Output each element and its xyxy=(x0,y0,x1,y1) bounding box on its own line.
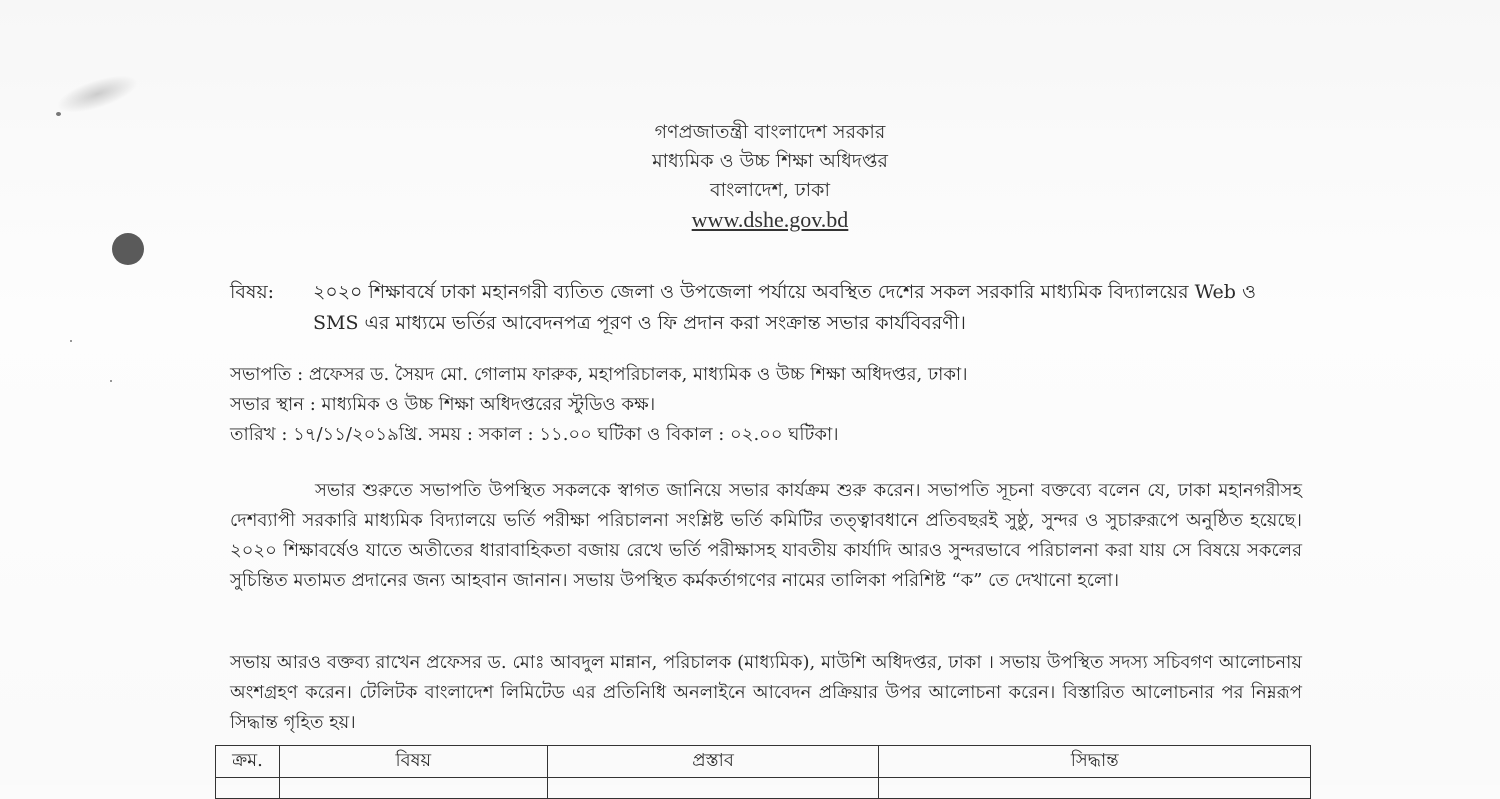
website-link[interactable]: www.dshe.gov.bd xyxy=(691,207,849,232)
table-cell xyxy=(216,778,280,799)
table-cell xyxy=(879,778,1311,799)
column-header-subject: বিষয় xyxy=(279,746,547,778)
paper-smudge xyxy=(53,68,142,121)
venue-line: সভার স্থান : মাধ্যমিক ও উচ্চ শিক্ষা অধিদপ্তরের স্টুডিও কক্ষ। xyxy=(230,394,656,415)
discussion-paragraph: সভায় আরও বক্তব্য রাখেন প্রফেসর ড. মোঃ আবদুল মান্নান, পরিচালক (মাধ্যমিক), মাউশি অধিদপ্তর, ঢাকা । সভায় উপস্থিত সদস্য সচিবগণ আলোচনায় অংশগ্রহণ করেন। টেলিটক বাংলাদেশ লিমিটেড এর প্রতিনিধি অনলাইনে আবেদন প্রক্রিয়ার উপর আলোচনা করেন। বিস্তারিত আলোচনার পর নিম্নরূপ সিদ্ধান্ত গৃহিত হয়। xyxy=(230,652,1302,733)
subject-text: ২০২০ শিক্ষাবর্ষে ঢাকা মহানগরী ব্যতিত জেলা ও উপজেলা পর্যায়ে অবস্থিত দেশের সকল সরকারি মাধ্যমিক বিদ্যালয়ের Web ও SMS এর মাধ্যমে ভর্তির আবেদনপত্র পূরণ ও ফি প্রদান করা সংক্রান্ত সভার কার্যবিবরণী। xyxy=(313,281,1256,334)
directorate-title: মাধ্যমিক ও উচ্চ শিক্ষা অধিদপ্তর xyxy=(652,150,888,172)
subject-label: বিষয়: xyxy=(230,281,275,303)
paper-speck xyxy=(110,380,112,382)
table-cell xyxy=(279,778,547,799)
meeting-meta xyxy=(230,360,1300,450)
opening-paragraph: সভার শুরুতে সভাপতি উপস্থিত সকলকে স্বাগত জানিয়ে সভার কার্যক্রম শুরু করেন। সভাপতি সূচনা বক্তব্যে বলেন যে, ঢাকা মহানগরীসহ দেশব্যাপী সরকারি মাধ্যমিক বিদ্যালয়ে ভর্তি পরীক্ষা পরিচালনা সংশ্লিষ্ট ভর্তি কমিটির তত্ত্বাবধানে প্রতিবছরই সুষ্ঠু, সুন্দর ও সুচারুরূপে অনুষ্ঠিত হয়েছে। ২০২০ শিক্ষাবর্ষেও যাতে অতীতের ধারাবাহিকতা বজায় রেখে ভর্তি পরীক্ষাসহ যাবতীয় কার্যাদি আরও সুন্দরভাবে পরিচালনা করা যায় সে বিষয়ে সকলের সুচিন্তিত মতামত প্রদানের জন্য আহবান জানান। সভায় উপস্থিত কর্মকর্তাগণের নামের তালিকা পরিশিষ্ট “ক” তে দেখানো হলো। xyxy=(230,480,1302,591)
table-row xyxy=(216,778,1311,799)
punch-hole xyxy=(112,233,144,265)
column-header-decision: সিদ্ধান্ত xyxy=(879,746,1311,778)
decisions-table xyxy=(215,745,1311,799)
table-header-row xyxy=(216,746,1311,778)
government-title: গণপ্রজাতন্ত্রী বাংলাদেশ সরকার xyxy=(654,121,886,143)
column-header-proposal: প্রস্তাব xyxy=(547,746,879,778)
chair-line: সভাপতি : প্রফেসর ড. সৈয়দ মো. গোলাম ফারুক, মহাপরিচালক, মাধ্যমিক ও উচ্চ শিক্ষা অধিদপ্তর, ঢাকা। xyxy=(230,364,968,385)
paper-speck xyxy=(70,340,72,342)
column-header-serial: ক্রম. xyxy=(216,746,280,778)
letterhead xyxy=(560,118,980,234)
paper-speck xyxy=(56,112,61,116)
datetime-line: তারিখ : ১৭/১১/২০১৯খ্রি. সময় : সকাল : ১১.০০ ঘটিকা ও বিকাল : ০২.০০ ঘটিকা। xyxy=(230,424,839,445)
table-cell xyxy=(547,778,879,799)
location-line: বাংলাদেশ, ঢাকা xyxy=(710,179,830,201)
